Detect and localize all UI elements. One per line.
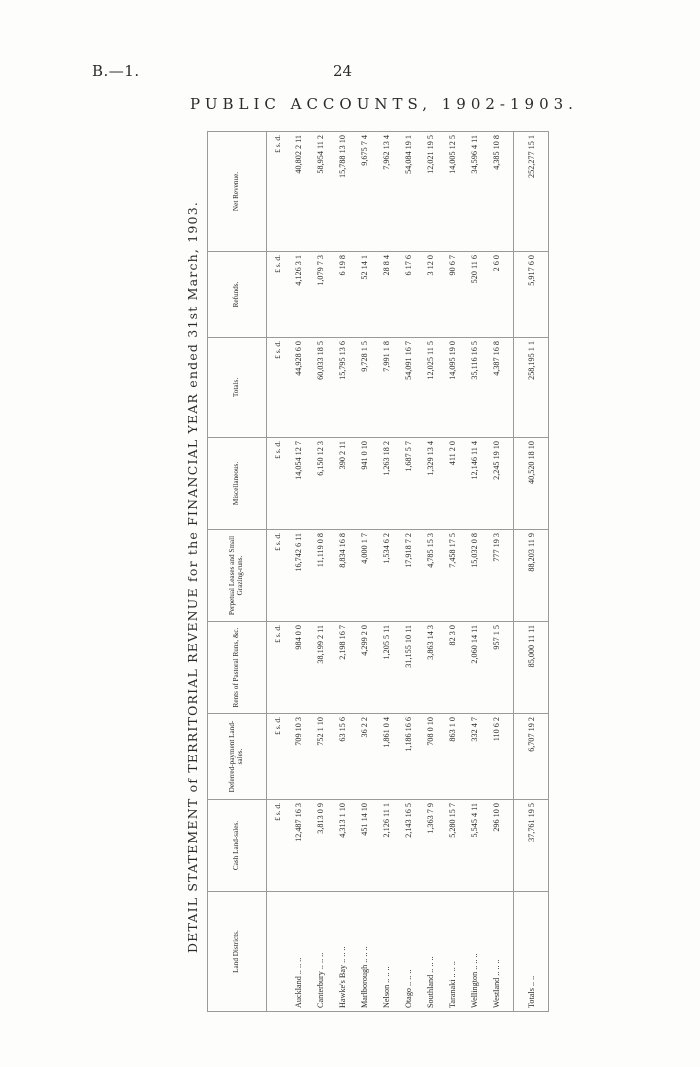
amount-cell: 2,143 16 5 — [397, 800, 419, 892]
amount-cell: 7,458 17 5 — [441, 530, 463, 622]
amount-cell: 16,742 6 11 — [287, 530, 309, 622]
amount-cell: 2,060 14 11 — [463, 622, 485, 714]
district-cell: Otago .. .. .. — [403, 969, 413, 1008]
units-row — [267, 132, 288, 1012]
amount-cell: 451 14 10 — [353, 800, 375, 892]
amount-cell: 36 2 2 — [353, 714, 375, 800]
district-cell: Nelson .. .. .. — [381, 966, 391, 1008]
column-header: Rents of Pastoral Runs, &c. — [208, 622, 267, 714]
amount-cell: 52 14 1 — [353, 252, 375, 338]
amount-cell: 40,802 2 11 — [287, 132, 309, 252]
district-cell: Wellington .. .. .. — [469, 953, 479, 1008]
amount-cell: 60,033 18 5 — [309, 338, 331, 438]
table-row — [287, 132, 309, 1012]
amount-cell: 1,186 16 6 — [397, 714, 419, 800]
amount-cell: 4,299 2 0 — [353, 622, 375, 714]
amount-cell: 2,245 19 10 — [485, 438, 507, 530]
amount-cell: 54,091 16 7 — [397, 338, 419, 438]
amount-cell: 8,834 16 8 — [331, 530, 353, 622]
amount-cell: 4,126 3 1 — [287, 252, 309, 338]
column-header: Deferred-payment Land-sales. — [208, 714, 267, 800]
amount-cell: 1,205 5 11 — [375, 622, 397, 714]
column-header: Perpetual Leases and Small Grazing-runs. — [208, 530, 267, 622]
revenue-table — [207, 131, 549, 1012]
amount-cell: 2 6 0 — [485, 252, 507, 338]
district-cell: Hawke's Bay .. .. .. — [337, 946, 347, 1008]
amount-cell: £ s. d. — [267, 252, 288, 338]
amount-cell: 54,084 19 1 — [397, 132, 419, 252]
table-row — [375, 132, 397, 1012]
amount-cell: 15,032 0 8 — [463, 530, 485, 622]
table-body — [267, 132, 549, 1012]
amount-cell: 4,385 10 8 — [485, 132, 507, 252]
amount-cell: 332 4 7 — [463, 714, 485, 800]
amount-cell: 40,520 18 10 — [514, 438, 549, 530]
amount-cell: 1,363 7 9 — [419, 800, 441, 892]
amount-cell: 752 1 10 — [309, 714, 331, 800]
amount-cell: 63 15 6 — [331, 714, 353, 800]
amount-cell: 110 6 2 — [485, 714, 507, 800]
amount-cell: 2,198 16 7 — [331, 622, 353, 714]
amount-cell: 984 0 0 — [287, 622, 309, 714]
amount-cell: 1,534 6 2 — [375, 530, 397, 622]
amount-cell: 258,195 1 1 — [514, 338, 549, 438]
amount-cell: 4,387 16 8 — [485, 338, 507, 438]
amount-cell: 1,079 7 3 — [309, 252, 331, 338]
amount-cell: 957 1 5 — [485, 622, 507, 714]
amount-cell: 12,487 16 3 — [287, 800, 309, 892]
amount-cell: 37,761 19 5 — [514, 800, 549, 892]
amount-cell: 4,313 1 10 — [331, 800, 353, 892]
amount-cell: 82 3 0 — [441, 622, 463, 714]
amount-cell: 7,991 1 8 — [375, 338, 397, 438]
amount-cell: 5,280 15 7 — [441, 800, 463, 892]
page-title: PUBLIC ACCOUNTS, 1902-1903. — [190, 95, 578, 113]
column-header: Totals. — [208, 338, 267, 438]
amount-cell: 7,962 13 4 — [375, 132, 397, 252]
table-row — [309, 132, 331, 1012]
district-cell — [267, 892, 288, 1012]
amount-cell: 941 0 10 — [353, 438, 375, 530]
amount-cell: £ s. d. — [267, 714, 288, 800]
document-reference: B.—1. — [92, 62, 140, 80]
table-row — [353, 132, 375, 1012]
column-header: Refunds. — [208, 252, 267, 338]
amount-cell: 863 1 0 — [441, 714, 463, 800]
amount-cell: 520 11 6 — [463, 252, 485, 338]
table-row — [331, 132, 353, 1012]
amount-cell: 15,788 13 10 — [331, 132, 353, 252]
amount-cell: 35,116 16 5 — [463, 338, 485, 438]
amount-cell: 4,785 15 3 — [419, 530, 441, 622]
amount-cell: 15,795 13 6 — [331, 338, 353, 438]
table-header — [208, 132, 267, 1012]
district-cell: Totals .. .. — [514, 892, 549, 1012]
amount-cell: 708 0 10 — [419, 714, 441, 800]
amount-cell: 411 2 0 — [441, 438, 463, 530]
amount-cell: 17,918 7 2 — [397, 530, 419, 622]
column-header-row — [208, 132, 267, 1012]
amount-cell: 296 10 0 — [485, 800, 507, 892]
column-header: Net Revenue. — [208, 132, 267, 252]
amount-cell: 28 8 4 — [375, 252, 397, 338]
table-row — [441, 132, 463, 1012]
amount-cell: £ s. d. — [267, 530, 288, 622]
amount-cell: 31,155 10 11 — [397, 622, 419, 714]
amount-cell: 12,025 11 5 — [419, 338, 441, 438]
table-row — [485, 132, 507, 1012]
amount-cell: 6 19 8 — [331, 252, 353, 338]
amount-cell: 2,126 11 1 — [375, 800, 397, 892]
table-row — [397, 132, 419, 1012]
amount-cell: 14,005 12 5 — [441, 132, 463, 252]
amount-cell: 85,000 11 11 — [514, 622, 549, 714]
amount-cell: 6 17 6 — [397, 252, 419, 338]
district-cell: Canterbury .. .. .. — [315, 952, 325, 1008]
amount-cell: £ s. d. — [267, 622, 288, 714]
table-title: DETAIL STATEMENT of TERRITORIAL REVENUE for the FINANCIAL YEAR ended 31st March, 1903. — [185, 200, 200, 954]
amount-cell: 12,146 11 4 — [463, 438, 485, 530]
amount-cell: 252,277 15 1 — [514, 132, 549, 252]
amount-cell: 6,707 19 2 — [514, 714, 549, 800]
column-header: Land Districts. — [208, 892, 267, 1012]
amount-cell: 1,687 5 7 — [397, 438, 419, 530]
amount-cell: 9,675 7 4 — [353, 132, 375, 252]
district-cell: Taranaki .. .. .. — [447, 961, 457, 1008]
amount-cell: 390 2 11 — [331, 438, 353, 530]
amount-cell: £ s. d. — [267, 338, 288, 438]
amount-cell: 88,203 11 9 — [514, 530, 549, 622]
amount-cell: 38,199 2 11 — [309, 622, 331, 714]
amount-cell: 58,954 11 2 — [309, 132, 331, 252]
amount-cell: 709 10 3 — [287, 714, 309, 800]
amount-cell: 3,863 14 3 — [419, 622, 441, 714]
amount-cell: 5,917 6 0 — [514, 252, 549, 338]
amount-cell: 14,054 12 7 — [287, 438, 309, 530]
amount-cell: £ s. d. — [267, 132, 288, 252]
amount-cell: 1,263 18 2 — [375, 438, 397, 530]
amount-cell: 5,545 4 11 — [463, 800, 485, 892]
district-cell: Westland .. .. .. — [491, 959, 501, 1008]
district-cell: Auckland .. .. .. — [293, 957, 303, 1008]
amount-cell: 14,095 19 0 — [441, 338, 463, 438]
column-header: Miscellaneous. — [208, 438, 267, 530]
amount-cell: £ s. d. — [267, 438, 288, 530]
amount-cell: 11,119 0 8 — [309, 530, 331, 622]
page-number: 24 — [333, 62, 353, 80]
table-row — [463, 132, 485, 1012]
amount-cell: 12,021 19 5 — [419, 132, 441, 252]
district-cell: Marlborough .. .. .. — [359, 946, 369, 1008]
amount-cell: 44,928 6 0 — [287, 338, 309, 438]
amount-cell: £ s. d. — [267, 800, 288, 892]
amount-cell: 6,150 12 3 — [309, 438, 331, 530]
district-cell: Southland .. .. .. — [425, 956, 435, 1008]
amount-cell: 1,329 13 4 — [419, 438, 441, 530]
amount-cell: 9,728 1 5 — [353, 338, 375, 438]
amount-cell: 90 6 7 — [441, 252, 463, 338]
amount-cell: 3 12 0 — [419, 252, 441, 338]
table-row — [419, 132, 441, 1012]
column-header: Cash Land-sales. — [208, 800, 267, 892]
rotated-table-region — [185, 117, 536, 1012]
amount-cell: 1,861 0 4 — [375, 714, 397, 800]
amount-cell: 4,000 1 7 — [353, 530, 375, 622]
amount-cell: 3,813 0 9 — [309, 800, 331, 892]
amount-cell: 777 19 3 — [485, 530, 507, 622]
amount-cell: 34,596 4 11 — [463, 132, 485, 252]
totals-row — [514, 132, 549, 1012]
